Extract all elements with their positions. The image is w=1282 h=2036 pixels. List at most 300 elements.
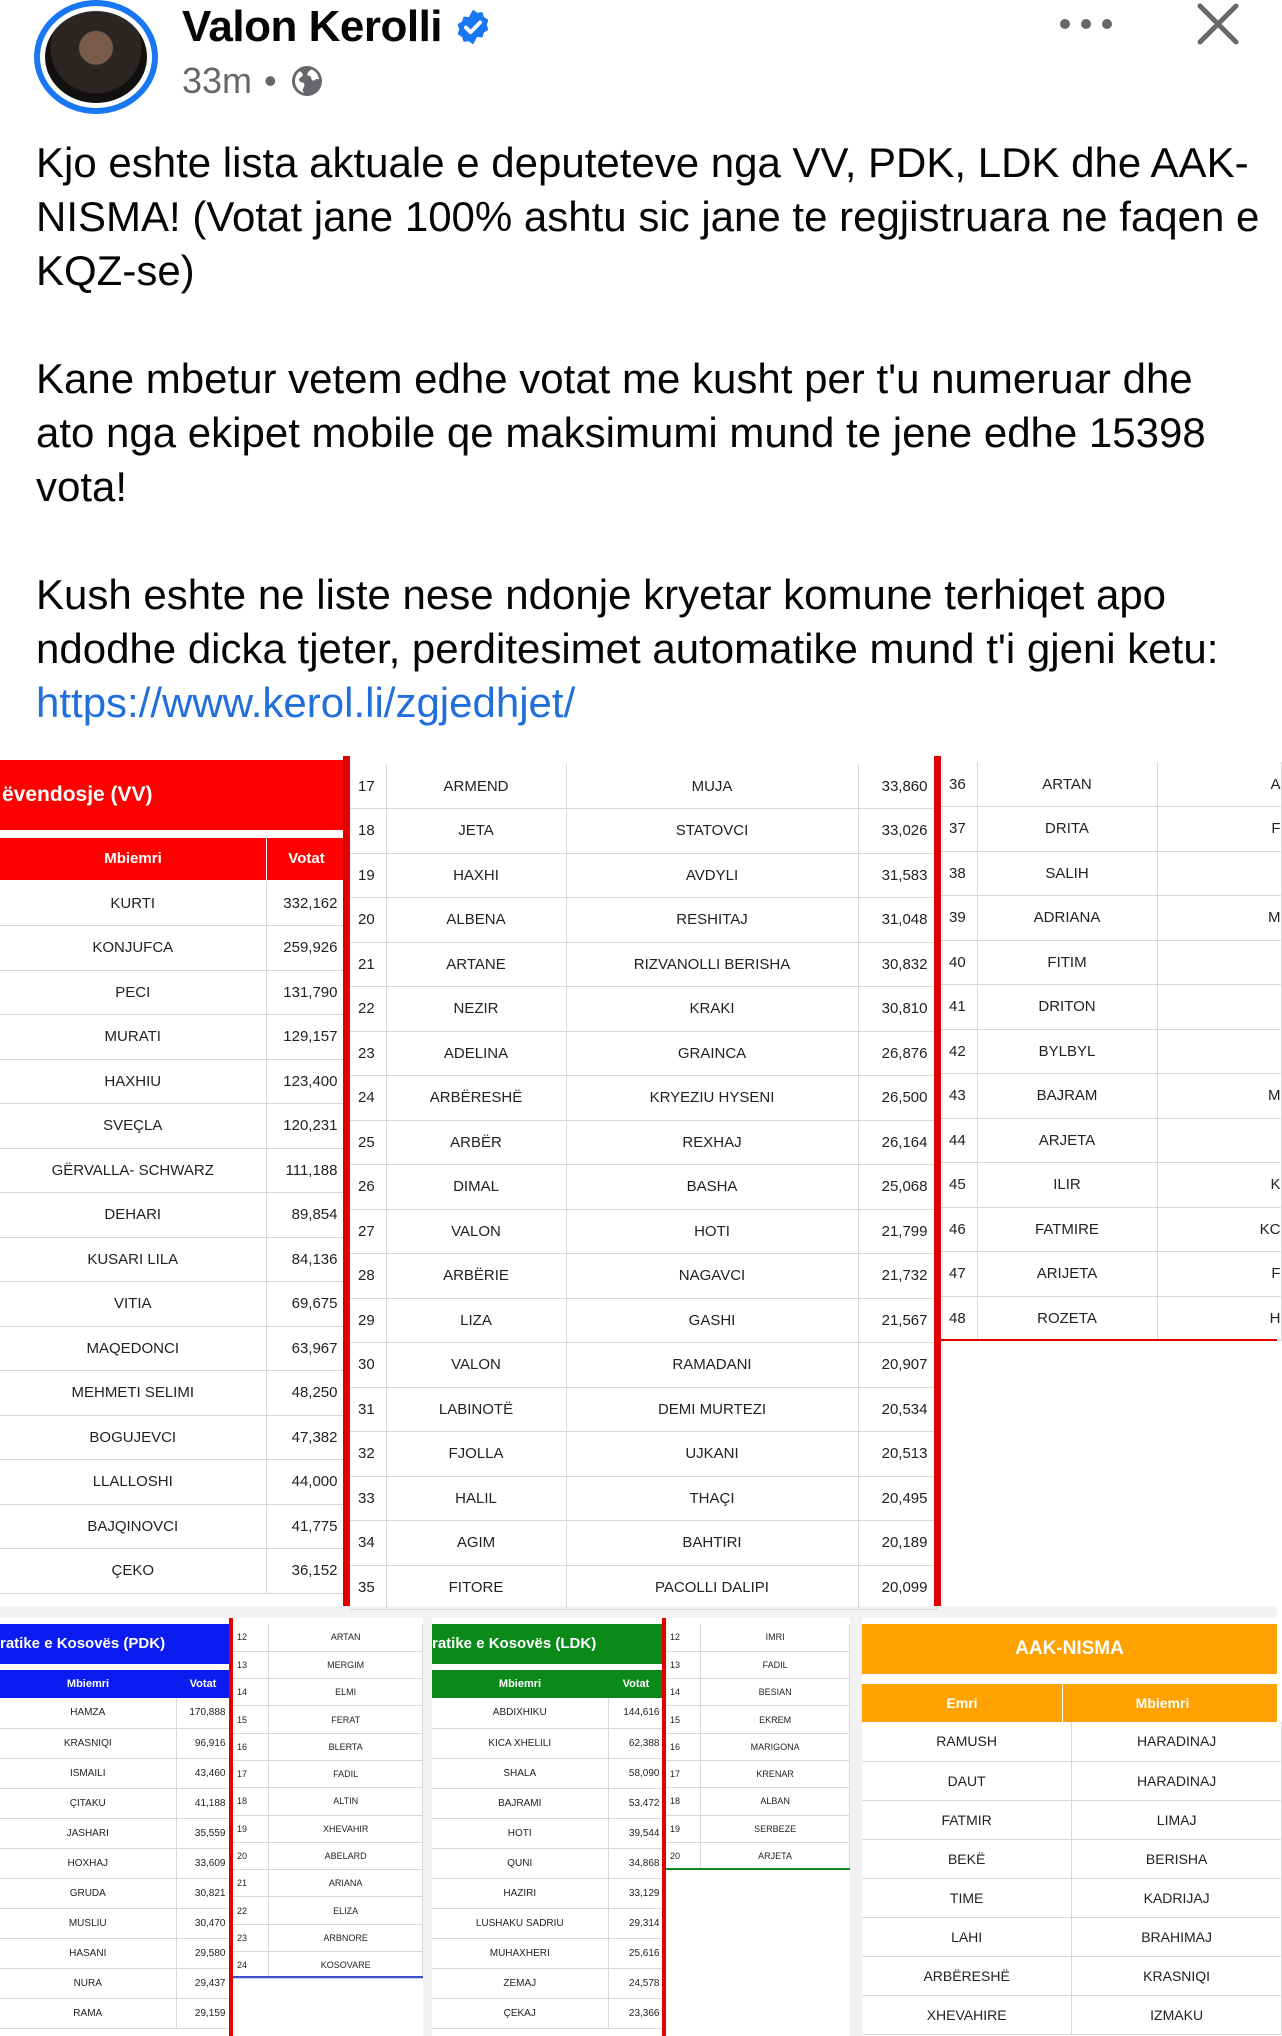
cell-surname: M	[1157, 1074, 1281, 1119]
cell-name: ARTAN	[977, 762, 1157, 807]
cell-surname: QUNI	[432, 1848, 608, 1878]
aak-col-name: Emri	[946, 1695, 978, 1711]
cell-votes: 30,470	[176, 1908, 230, 1938]
cell-surname: RAMA	[0, 1998, 176, 2028]
table-row	[350, 764, 936, 809]
cell-name: ARBËRIE	[386, 1254, 566, 1299]
cell-surname: MAQEDONCI	[0, 1326, 266, 1371]
cell-rank: 16	[666, 1733, 701, 1760]
table-row	[862, 1995, 1282, 2034]
cell-name: VALON	[386, 1343, 566, 1388]
vv-col-surname: Mbiemri	[104, 850, 162, 867]
cell-surname: VITIA	[0, 1282, 266, 1327]
table-row	[233, 1924, 423, 1951]
cell-surname: REXHAJ	[566, 1120, 858, 1165]
cell-name: EKREM	[701, 1706, 850, 1733]
table-row	[941, 807, 1281, 852]
cell-surname: HARADINAJ	[1072, 1722, 1282, 1761]
cell-votes: 21,567	[858, 1298, 936, 1343]
cell-rank: 23	[233, 1924, 269, 1951]
table-row	[233, 1679, 423, 1706]
table-row	[0, 1698, 230, 1728]
cell-rank: 40	[941, 940, 977, 985]
cell-rank: 19	[666, 1815, 701, 1842]
ldk-col-surname: Mbiemri	[498, 1678, 542, 1690]
table-row	[432, 1878, 664, 1908]
table-row	[350, 1254, 936, 1299]
table-row	[350, 1165, 936, 1210]
cell-votes: 20,099	[858, 1565, 936, 1610]
cell-rank: 13	[666, 1651, 701, 1678]
aak-title: AAK-NISMA	[862, 1624, 1277, 1674]
cell-rank: 38	[941, 851, 977, 896]
cell-rank: 26	[350, 1165, 386, 1210]
meta-separator: •	[264, 60, 277, 101]
table-row	[666, 1651, 850, 1678]
cell-surname: ÇITAKU	[0, 1788, 176, 1818]
cell-votes: 96,916	[176, 1728, 230, 1758]
cell-surname: HOXHAJ	[0, 1848, 176, 1878]
cell-rank: 25	[350, 1120, 386, 1165]
table-row	[0, 1818, 230, 1848]
table-row	[666, 1679, 850, 1706]
cell-surname: AVDYLI	[566, 853, 858, 898]
table-row	[941, 896, 1281, 941]
cell-votes: 36,152	[266, 1549, 346, 1594]
table-row	[0, 1968, 230, 1998]
table-row	[0, 1059, 346, 1104]
cell-surname: ÇEKO	[0, 1549, 266, 1594]
cell-votes: 69,675	[266, 1282, 346, 1327]
cell-rank: 17	[666, 1760, 701, 1787]
table-row	[233, 1815, 423, 1842]
cell-surname: KRASNIQI	[1072, 1956, 1282, 1995]
cell-rank: 41	[941, 985, 977, 1030]
cell-name: FATMIR	[862, 1800, 1072, 1839]
cell-name: ELMI	[269, 1679, 423, 1706]
table-row	[0, 1908, 230, 1938]
cell-surname: ABDIXHIKU	[432, 1698, 608, 1728]
cell-rank: 35	[350, 1565, 386, 1610]
table-row	[0, 1788, 230, 1818]
cell-rank: 18	[233, 1788, 269, 1815]
table-row	[233, 1952, 423, 1979]
table-row	[350, 1298, 936, 1343]
table-row	[432, 1818, 664, 1848]
cell-surname: F	[1157, 1252, 1281, 1297]
vv-title: ëvendosje (VV)	[0, 760, 346, 830]
cell-name: BEKË	[862, 1839, 1072, 1878]
cell-votes: 20,513	[858, 1432, 936, 1477]
table-row	[432, 1908, 664, 1938]
table-row	[666, 1706, 850, 1733]
table-row	[0, 1104, 346, 1149]
vv-divider-2	[934, 756, 941, 1606]
cell-name: ARIANA	[269, 1870, 423, 1897]
table-row	[0, 1758, 230, 1788]
cell-surname: BASHA	[566, 1165, 858, 1210]
table-row	[350, 1565, 936, 1610]
cell-surname: NURA	[0, 1968, 176, 1998]
cell-votes: 58,090	[608, 1758, 664, 1788]
cell-votes: 44,000	[266, 1460, 346, 1505]
pdk-rows-right	[233, 1624, 423, 1979]
cell-surname: GASHI	[566, 1298, 858, 1343]
cell-surname: MURATI	[0, 1015, 266, 1060]
author-name[interactable]: Valon Kerolli	[182, 2, 443, 51]
post-time[interactable]: 33m	[182, 60, 253, 101]
cell-surname: JASHARI	[0, 1818, 176, 1848]
cell-rank: 14	[666, 1679, 701, 1706]
cell-name: TIME	[862, 1878, 1072, 1917]
table-row	[941, 1029, 1281, 1074]
cell-name: HALIL	[386, 1476, 566, 1521]
table-row	[666, 1788, 850, 1815]
cell-votes: 25,068	[858, 1165, 936, 1210]
table-row	[233, 1842, 423, 1869]
table-row	[862, 1761, 1282, 1800]
vv-table-right	[941, 756, 1281, 1606]
table-row	[432, 1998, 664, 2028]
table-row	[233, 1760, 423, 1787]
cell-rank: 27	[350, 1209, 386, 1254]
cell-rank: 24	[350, 1076, 386, 1121]
vv-col-votes: Votat	[266, 838, 346, 880]
table-row	[941, 1207, 1281, 1252]
cell-votes: 123,400	[266, 1059, 346, 1104]
cell-rank: 42	[941, 1029, 977, 1074]
cell-votes: 170,888	[176, 1698, 230, 1728]
ldk-rows-right	[666, 1624, 850, 1870]
table-row	[432, 1758, 664, 1788]
cell-rank: 19	[350, 853, 386, 898]
cell-rank: 28	[350, 1254, 386, 1299]
cell-surname	[1157, 985, 1281, 1030]
table-row	[350, 809, 936, 854]
cell-votes: 131,790	[266, 970, 346, 1015]
cell-surname: GRUDA	[0, 1878, 176, 1908]
pdk-title: ratike e Kosovës (PDK)	[0, 1624, 230, 1664]
cell-votes: 23,366	[608, 1998, 664, 2028]
table-row	[233, 1897, 423, 1924]
cell-name: FADIL	[701, 1651, 850, 1678]
vv-rows-middle	[350, 764, 937, 1610]
table-row	[941, 1163, 1281, 1208]
cell-surname: H	[1157, 1296, 1281, 1341]
cell-rank: 15	[233, 1706, 269, 1733]
cell-votes: 129,157	[266, 1015, 346, 1060]
cell-rank: 15	[666, 1706, 701, 1733]
verified-badge-icon	[454, 8, 492, 46]
post-body	[36, 136, 1261, 784]
cell-votes: 25,616	[608, 1938, 664, 1968]
table-row	[233, 1733, 423, 1760]
cell-surname: KRASNIQI	[0, 1728, 176, 1758]
table-row	[0, 1415, 346, 1460]
cell-rank: 16	[233, 1733, 269, 1760]
cell-rank: 33	[350, 1476, 386, 1521]
cell-votes: 31,583	[858, 853, 936, 898]
cell-surname: DEMI MURTEZI	[566, 1387, 858, 1432]
cell-rank: 47	[941, 1252, 977, 1297]
cell-votes: 29,159	[176, 1998, 230, 2028]
cell-name: MARIGONA	[701, 1733, 850, 1760]
cell-votes: 33,860	[858, 764, 936, 809]
table-row	[0, 1371, 346, 1416]
table-row	[0, 1460, 346, 1505]
avatar-photo	[45, 11, 147, 103]
cell-name: ROZETA	[977, 1296, 1157, 1341]
cell-name: MERGIM	[269, 1651, 423, 1678]
cell-rank: 17	[350, 764, 386, 809]
cell-votes: 41,188	[176, 1788, 230, 1818]
table-row	[0, 1998, 230, 2028]
avatar[interactable]	[34, 0, 158, 114]
cell-surname: ISMAILI	[0, 1758, 176, 1788]
aak-table	[862, 1618, 1277, 2036]
cell-name: SERBEZE	[701, 1815, 850, 1842]
cell-votes: 26,500	[858, 1076, 936, 1121]
table-row	[350, 1031, 936, 1076]
table-row	[0, 926, 346, 971]
aak-header	[862, 1684, 1277, 1722]
table-row	[432, 1848, 664, 1878]
cell-surname: HASANI	[0, 1938, 176, 1968]
cell-surname: MUJA	[566, 764, 858, 809]
ldk-title: ratike e Kosovës (LDK)	[432, 1624, 664, 1664]
aak-col-surname: Mbiemri	[1062, 1684, 1262, 1722]
cell-rank: 32	[350, 1432, 386, 1477]
cell-name: ARJETA	[977, 1118, 1157, 1163]
cell-surname: RAMADANI	[566, 1343, 858, 1388]
cell-rank: 20	[350, 898, 386, 943]
cell-surname: RIZVANOLLI BERISHA	[566, 942, 858, 987]
table-row	[666, 1624, 850, 1651]
cell-votes: 33,129	[608, 1878, 664, 1908]
cell-rank: 21	[233, 1870, 269, 1897]
cell-votes: 111,188	[266, 1148, 346, 1193]
vv-header	[0, 838, 346, 880]
cell-rank: 45	[941, 1163, 977, 1208]
close-icon[interactable]	[1194, 0, 1242, 48]
cell-votes: 33,026	[858, 809, 936, 854]
cell-surname	[1157, 1118, 1281, 1163]
cell-rank: 20	[666, 1842, 701, 1869]
cell-name: NEZIR	[386, 987, 566, 1032]
cell-name: XHEVAHIRE	[862, 1995, 1072, 2034]
ldk-rows-left	[432, 1698, 665, 2029]
aak-rows	[862, 1722, 1282, 2035]
cell-rank: 12	[233, 1624, 269, 1651]
cell-votes: 332,162	[266, 881, 346, 926]
cell-votes: 47,382	[266, 1415, 346, 1460]
cell-surname: KICA XHELILI	[432, 1728, 608, 1758]
cell-rank: 18	[350, 809, 386, 854]
cell-name: VALON	[386, 1209, 566, 1254]
cell-votes: 29,580	[176, 1938, 230, 1968]
cell-rank: 44	[941, 1118, 977, 1163]
cell-rank: 37	[941, 807, 977, 852]
table-row	[350, 1521, 936, 1566]
ldk-table-right	[666, 1618, 850, 2036]
cell-surname: LLALLOSHI	[0, 1460, 266, 1505]
cell-rank: 13	[233, 1651, 269, 1678]
cell-name: ARIJETA	[977, 1252, 1157, 1297]
table-row	[350, 1120, 936, 1165]
cell-votes: 26,876	[858, 1031, 936, 1076]
cell-surname	[1157, 851, 1281, 896]
cell-name: FITORE	[386, 1565, 566, 1610]
table-row	[0, 970, 346, 1015]
cell-surname: KRAKI	[566, 987, 858, 1032]
ldk-table-left	[432, 1618, 664, 2036]
table-row	[350, 853, 936, 898]
cell-name: BLERTA	[269, 1733, 423, 1760]
table-row	[350, 1209, 936, 1254]
cell-name: BAJRAM	[977, 1074, 1157, 1119]
cell-surname	[1157, 940, 1281, 985]
post-link[interactable]: https://www.kerol.li/zgjedhjet/	[36, 679, 576, 726]
cell-rank: 14	[233, 1679, 269, 1706]
cell-votes: 48,250	[266, 1371, 346, 1416]
cell-surname: KRYEZIU HYSENI	[566, 1076, 858, 1121]
cell-name: BYLBYL	[977, 1029, 1157, 1074]
cell-votes: 34,868	[608, 1848, 664, 1878]
table-row	[666, 1760, 850, 1787]
table-row	[666, 1815, 850, 1842]
cell-votes: 30,821	[176, 1878, 230, 1908]
cell-surname: THAÇI	[566, 1476, 858, 1521]
cell-name: DRITA	[977, 807, 1157, 852]
vv-table-middle	[350, 756, 936, 1606]
cell-surname: BOGUJEVCI	[0, 1415, 266, 1460]
cell-surname: KADRIJAJ	[1072, 1878, 1282, 1917]
table-row	[862, 1956, 1282, 1995]
cell-name: KOSOVARE	[269, 1952, 423, 1979]
globe-icon[interactable]	[289, 63, 325, 99]
table-row	[0, 1728, 230, 1758]
cell-name: LABINOTË	[386, 1387, 566, 1432]
post-author[interactable]	[182, 2, 492, 52]
cell-rank: 30	[350, 1343, 386, 1388]
table-row	[432, 1728, 664, 1758]
table-row	[941, 1296, 1281, 1341]
cell-rank: 12	[666, 1624, 701, 1651]
post-paragraph-2: Kane mbetur vetem edhe votat me kusht per t'u numeruar dhe ato nga ekipet mobile qe maksimumi mund te jene edhe 15398 vota!	[36, 355, 1206, 510]
post-image[interactable]	[0, 756, 1281, 2036]
cell-surname: K	[1157, 1163, 1281, 1208]
pdk-col-votes: Votat	[189, 1678, 217, 1690]
table-row	[350, 1476, 936, 1521]
cell-votes: 20,907	[858, 1343, 936, 1388]
more-options-icon[interactable]	[1060, 6, 1112, 42]
cell-surname	[1157, 1029, 1281, 1074]
post-meta	[182, 60, 325, 102]
cell-surname: BERISHA	[1072, 1839, 1282, 1878]
pdk-col-surname: Mbiemri	[66, 1678, 110, 1690]
cell-rank: 23	[350, 1031, 386, 1076]
pdk-right-end-line	[233, 1976, 423, 1978]
cell-surname: M	[1157, 896, 1281, 941]
table-row	[350, 898, 936, 943]
cell-votes: 84,136	[266, 1237, 346, 1282]
cell-votes: 53,472	[608, 1788, 664, 1818]
cell-votes: 63,967	[266, 1326, 346, 1371]
cell-rank: 43	[941, 1074, 977, 1119]
cell-surname: PECI	[0, 970, 266, 1015]
cell-name: ALTIN	[269, 1788, 423, 1815]
table-row	[0, 1282, 346, 1327]
cell-votes: 21,732	[858, 1254, 936, 1299]
cell-votes: 29,314	[608, 1908, 664, 1938]
cell-votes: 21,799	[858, 1209, 936, 1254]
cell-surname: SVEÇLA	[0, 1104, 266, 1149]
cell-rank: 31	[350, 1387, 386, 1432]
cell-surname: BAJQINOVCI	[0, 1504, 266, 1549]
cell-rank: 22	[233, 1897, 269, 1924]
table-row	[233, 1870, 423, 1897]
cell-name: ARBËRESHË	[862, 1956, 1072, 1995]
cell-name: KRENAR	[701, 1760, 850, 1787]
cell-rank: 19	[233, 1815, 269, 1842]
cell-votes: 89,854	[266, 1193, 346, 1238]
table-row	[432, 1788, 664, 1818]
cell-name: HAXHI	[386, 853, 566, 898]
table-row	[862, 1839, 1282, 1878]
cell-surname: UJKANI	[566, 1432, 858, 1477]
table-row	[0, 881, 346, 926]
pdk-header	[0, 1670, 230, 1698]
cell-surname: DEHARI	[0, 1193, 266, 1238]
table-row	[432, 1698, 664, 1728]
ldk-header	[432, 1670, 664, 1698]
cell-votes: 20,534	[858, 1387, 936, 1432]
cell-surname: IZMAKU	[1072, 1995, 1282, 2034]
cell-surname: RESHITAJ	[566, 898, 858, 943]
cell-rank: 17	[233, 1760, 269, 1787]
post-paragraph-3-text: Kush eshte ne liste nese ndonje kryetar komune terhiqet apo ndodhe dicka tjeter, perditesimet automatike mund t'i gjeni ketu:	[36, 571, 1219, 672]
cell-surname: STATOVCI	[566, 809, 858, 854]
cell-votes: 20,495	[858, 1476, 936, 1521]
cell-rank: 39	[941, 896, 977, 941]
cell-surname: HOTI	[566, 1209, 858, 1254]
table-row	[862, 1878, 1282, 1917]
cell-surname: MUHAXHERI	[432, 1938, 608, 1968]
vv-divider-1	[343, 756, 350, 1606]
cell-name: FJOLLA	[386, 1432, 566, 1477]
cell-surname: ÇEKAJ	[432, 1998, 608, 2028]
table-row	[862, 1722, 1282, 1761]
table-row	[0, 1938, 230, 1968]
cell-name: FATMIRE	[977, 1207, 1157, 1252]
cell-name: IMRI	[701, 1624, 850, 1651]
cell-name: JETA	[386, 809, 566, 854]
cell-surname: GRAINCA	[566, 1031, 858, 1076]
cell-surname: GËRVALLA- SCHWARZ	[0, 1148, 266, 1193]
pdk-table-left	[0, 1618, 230, 2036]
cell-name: BESIAN	[701, 1679, 850, 1706]
table-row	[666, 1842, 850, 1869]
cell-surname: LIMAJ	[1072, 1800, 1282, 1839]
cell-surname: F	[1157, 807, 1281, 852]
vv-table-left	[0, 756, 346, 1606]
cell-surname: HARADINAJ	[1072, 1761, 1282, 1800]
cell-surname: BAHTIRI	[566, 1521, 858, 1566]
cell-name: ELIZA	[269, 1897, 423, 1924]
cell-votes: 144,616	[608, 1698, 664, 1728]
table-row	[941, 1074, 1281, 1119]
cell-votes: 31,048	[858, 898, 936, 943]
